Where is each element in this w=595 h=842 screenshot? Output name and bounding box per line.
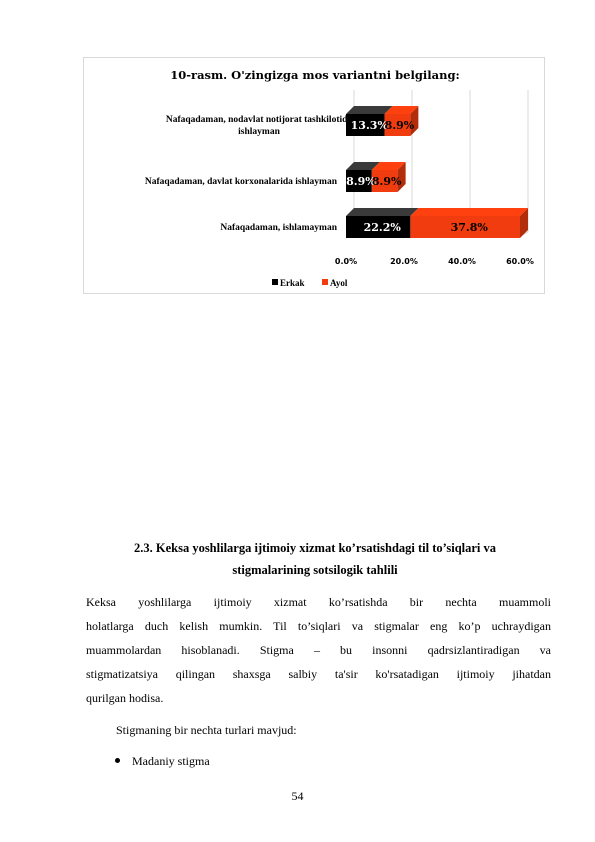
page-number: 54: [291, 789, 304, 803]
paragraph-line-4: stigmatizatsiya qilingan shaxsga salbiy ta'sir ko'rsatadigan ijtimoiy jihatdan: [86, 667, 551, 681]
data-label-erkak: 8.9%: [346, 175, 376, 188]
section-heading-line-2: stigmalarining sotsilogik tahlili: [232, 563, 398, 577]
data-label-ayol: 37.8%: [450, 221, 488, 234]
paragraph-line-5: qurilgan hodisa.: [86, 691, 164, 705]
stacked-bar-chart: [84, 58, 546, 295]
category-label: [166, 115, 353, 137]
paragraph-line-1: Keksa yoshlilarga ijtimoiy xizmat ko’rsatishda bir nechta muammoli: [86, 595, 551, 609]
category-label-line: Nafaqadaman, nodavlat notijorat tashkilotida: [165, 115, 353, 125]
data-label-erkak: 13.3%: [350, 119, 388, 132]
category-label-line: Nafaqadaman, ishlamayman: [220, 223, 337, 233]
x-tick-label: 20.0%: [390, 257, 418, 266]
x-tick-label: 60.0%: [506, 257, 534, 266]
category-label: [220, 223, 337, 233]
data-label-ayol: 8.9%: [384, 119, 415, 132]
bullet-item-madaniy-stigma: Madaniy stigma: [132, 754, 210, 768]
legend-label-ayol: Ayol: [330, 278, 348, 288]
legend-swatch-erkak: [272, 279, 278, 285]
section-heading-line-1: 2.3. Keksa yoshlilarga ijtimoiy xizmat ko’rsatishdagi til to’siqlari va: [133, 541, 497, 555]
legend-label-erkak: Erkak: [280, 278, 305, 288]
bar-top-ayol: [410, 208, 528, 216]
paragraph-line-2: holatlarga duch kelish mumkin. Til to’siqlari va stigmalar eng ko’p uchraydigan: [86, 619, 551, 633]
stigma-types-intro: Stigmaning bir nechta turlari mavjud:: [116, 723, 297, 737]
data-label-ayol: 8.9%: [371, 175, 402, 188]
data-label-erkak: 22.2%: [363, 221, 401, 234]
paragraph-line-3: muammolardan hisoblanadi. Stigma – bu insonni qadrsizlantiradigan va: [86, 643, 551, 657]
category-label-line: Nafaqadaman, davlat korxonalarida ishlayman: [144, 177, 337, 187]
bar-top-erkak: [346, 208, 418, 216]
chart-frame: [83, 57, 545, 294]
category-label: [145, 177, 338, 187]
category-label-line: ishlayman: [238, 127, 280, 137]
bullet-dot-icon: [115, 758, 120, 763]
legend-swatch-ayol: [322, 279, 328, 285]
bar-top-erkak: [346, 106, 393, 114]
x-tick-label: 0.0%: [334, 257, 358, 266]
x-tick-label: 40.0%: [448, 257, 476, 266]
chart-title: 10-rasm. O'zingizga mos variantni belgilang:: [170, 68, 460, 82]
